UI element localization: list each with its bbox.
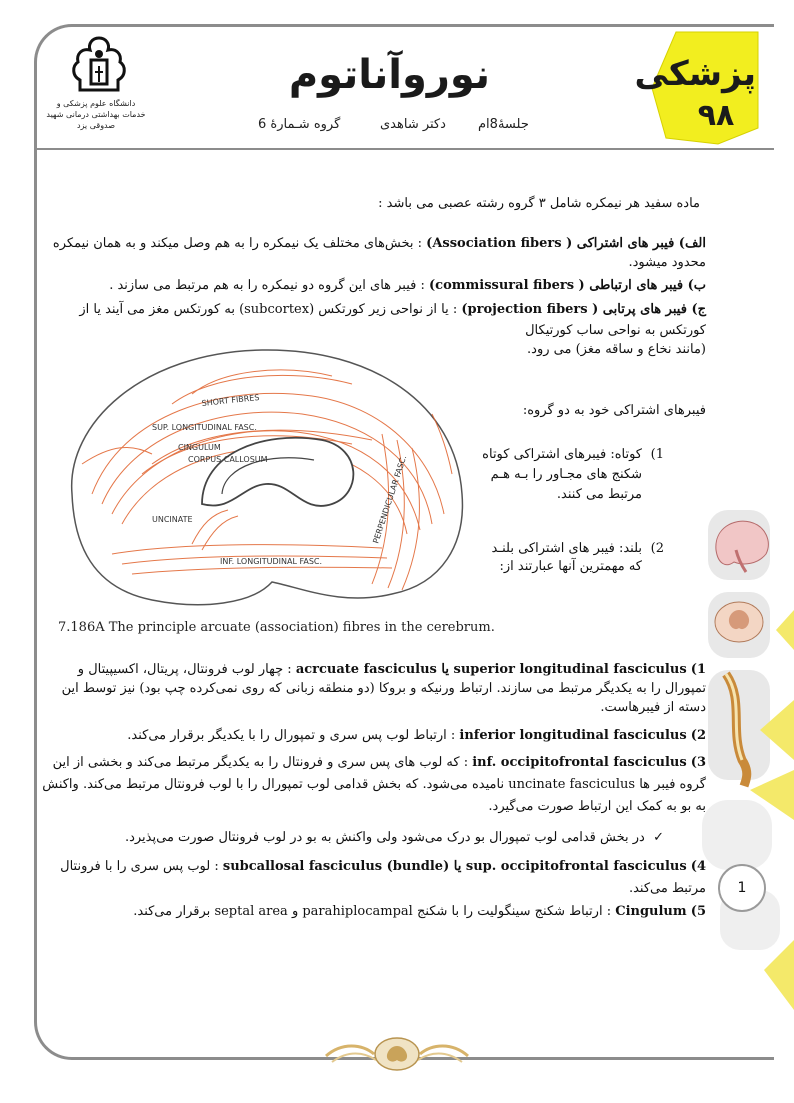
check-note-text: در بخش قدامی لوب تمپورال بو درک می‌شود ولی واکنش به بو در لوب فرونتال صورت می‌پذیرد. bbox=[124, 830, 645, 845]
item-5-title: Cingulum bbox=[615, 904, 687, 919]
course-title: نوروآناتوم bbox=[288, 52, 490, 98]
session-label: جلسهٔ8ام bbox=[478, 117, 529, 132]
brain-figure bbox=[52, 344, 472, 616]
short-fibers-line1: کوتاه: فیبرهای اشتراکی کوتاه bbox=[482, 447, 642, 462]
short-fibers-line2: شکنج های مجـاور را بـه هـم bbox=[490, 467, 642, 482]
short-fibers-line3: مرتبط می کنند. bbox=[556, 487, 642, 502]
spinal-cross-section-icon bbox=[715, 602, 763, 642]
group-projection-desc: : یا از نواحی زیر کورتکس (subcortex) به کورتکس مغز می آیند یا از bbox=[79, 302, 462, 317]
group-commissural-name: فیبر های ارتباطی ( commissural fibers) bbox=[429, 278, 684, 293]
label-corpus-callosum: CORPUS CALLOSUM bbox=[188, 455, 268, 464]
item-3-title: inf. occipitofrontal fasciculus bbox=[472, 755, 687, 770]
label-short-fibres: SHORT FIBRES bbox=[201, 392, 260, 408]
short-fibers-num: 1) bbox=[650, 447, 664, 462]
label-inf-longitudinal: INF. LONGITUDINAL FASC. bbox=[220, 557, 323, 566]
label-perpendicular: PERPENDICULAR FASC. bbox=[371, 454, 409, 545]
intro-text: ماده سفید هر نیمکره شامل ۳ گروه رشته عصبی می باشد : bbox=[378, 196, 700, 211]
item-3-num: 3) bbox=[690, 755, 706, 770]
item-1-text: : چهار لوب فرونتال، پریتال، اکسیپیتال و تمپورال را به یکدیگر مرتبط می سازند. ارتباط ورنیکه و بروکا (دو منطقه زبانی که روی نمی‌کرده چپ بود) نیز توسط این دسته از فیبرهاست. bbox=[61, 662, 706, 715]
item-5 bbox=[40, 902, 706, 921]
item-2 bbox=[40, 726, 706, 745]
item-4-num: 4) bbox=[690, 859, 706, 874]
item-2-num: 2) bbox=[690, 728, 706, 743]
badge-text: پزشکی bbox=[634, 54, 756, 94]
side-decoration bbox=[700, 510, 794, 1030]
item-5-text: : ارتباط شکنج سینگولیت را با شکنج parahiplocampal و septal area برقرار می‌کند. bbox=[133, 904, 616, 919]
item-2-title: inferior longitudinal fasciculus bbox=[459, 728, 687, 743]
item-1 bbox=[40, 660, 706, 717]
projection-continued-2: (مانند نخاع و ساقه مغز) می رود. bbox=[527, 342, 706, 357]
item-1-num: 1) bbox=[690, 662, 706, 677]
check-note bbox=[120, 828, 664, 847]
badge-number: ۹۸ bbox=[697, 98, 735, 133]
figure-caption: 7.186A The principle arcuate (association) fibres in the cerebrum. bbox=[58, 620, 495, 635]
item-3-text: : که لوب های پس سری و فرونتال را به یکدیگر مرتبط می‌کند و بخشی از این گروه فیبر ها uncinate fasciculus نامیده می‌شود. که بخش قدامی لوب تمپورال را با لوب فرونتال مرتبط می‌کند. واکنش به بو به کمک این ارتباط صورت می‌گیرد. bbox=[42, 755, 706, 814]
group-commissural bbox=[40, 276, 706, 295]
check-icon: ✓ bbox=[653, 830, 664, 845]
group-association-name: فیبر های اشتراکی ( Association fibers) bbox=[426, 236, 675, 251]
item-4 bbox=[40, 856, 706, 900]
group-association bbox=[40, 234, 706, 272]
group-commissural-desc: : فیبر های این گروه دو نیمکره را به هم مرتبط می سازند . bbox=[109, 278, 430, 293]
item-4-text: : لوب پس سری را با فرونتال مرتبط می‌کند. bbox=[60, 859, 706, 896]
label-sup-longitudinal: SUP. LONGITUDINAL FASC. bbox=[152, 423, 257, 432]
group-association-desc: : بخش‌های مختلف یک نیمکره را به هم وصل میکند و به همان نیمکره محدود میشود. bbox=[52, 236, 706, 270]
medical-badge bbox=[634, 28, 764, 146]
projection-continued-1: کورتکس به نواحی ساب کورتیکال bbox=[525, 323, 706, 338]
group-projection-prefix: ج) bbox=[686, 302, 706, 317]
group-label: گروه شـمارهٔ 6 bbox=[258, 117, 341, 132]
label-uncinate: UNCINATE bbox=[152, 515, 193, 524]
assoc-split-text: فیبرهای اشتراکی خود به دو گروه: bbox=[522, 403, 706, 418]
page-number: 1 bbox=[718, 864, 766, 912]
item-4-title: sup. occipitofrontal fasciculus یا subcallosal fasciculus (bundle) bbox=[222, 859, 687, 874]
group-commissural-prefix: ب) bbox=[683, 278, 706, 293]
university-emblem-icon bbox=[70, 36, 128, 96]
item-2-text: : ارتباط لوب پس سری و تمپورال را با یکدیگر برقرار می‌کند. bbox=[127, 728, 460, 743]
long-fibers-line1: بلند: فیبر های اشتراکی بلنـد bbox=[491, 541, 642, 556]
item-5-num: 5) bbox=[690, 904, 706, 919]
group-projection-name: فیبر های پرتابی ( projection fibers) bbox=[461, 302, 687, 317]
long-fibers-line2: که مهمترین آنها عبارتند از: bbox=[499, 559, 642, 574]
teacher-label: دکتر شاهدی bbox=[380, 117, 446, 132]
long-fibers-num: 2) bbox=[650, 541, 664, 556]
university-name: دانشگاه علوم پزشکی و خدمات بهداشتی درمانی شهید صدوقی یزد bbox=[46, 99, 146, 130]
group-projection bbox=[40, 300, 706, 319]
bottom-ornament-icon bbox=[322, 1032, 472, 1072]
arcuate-fibres-diagram bbox=[52, 344, 472, 616]
group-association-prefix: الف) bbox=[674, 236, 706, 251]
header-divider bbox=[36, 148, 774, 150]
item-1-title: superior longitudinal fasciculus یا acrcuate fasciculus bbox=[295, 662, 687, 677]
item-3 bbox=[40, 752, 706, 818]
label-cingulum: CINGULUM bbox=[178, 443, 221, 452]
